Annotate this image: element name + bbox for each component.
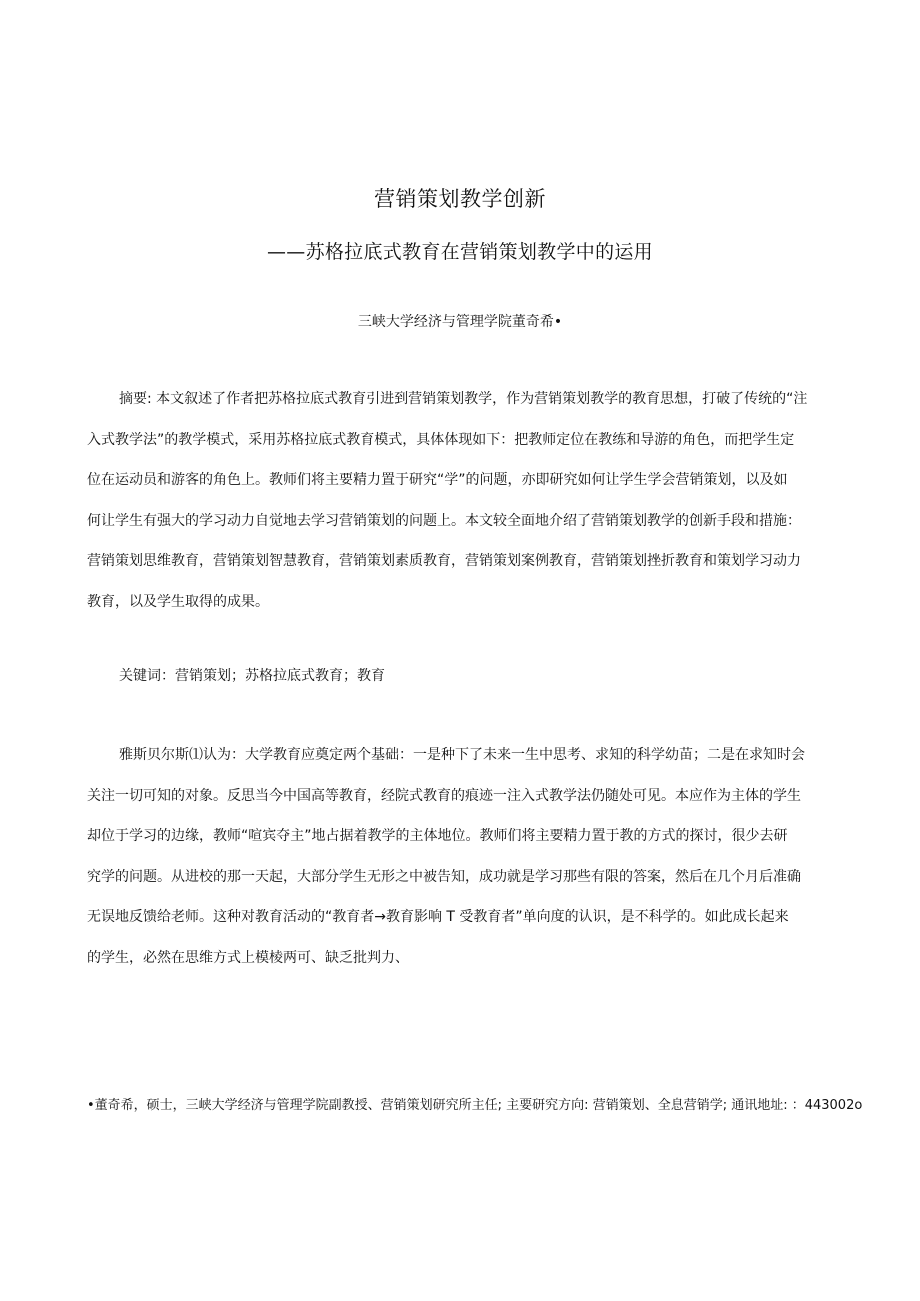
paper-title: 营销策划教学创新 <box>374 187 546 211</box>
abstract-line: 摘要: 本文叙述了作者把苏格拉底式教育引进到营销策划教学，作为营销策划教学的教育思想，打破了传统的“注 <box>119 391 808 407</box>
abstract-line: 营销策划思维教育，营销策划智慧教育，营销策划素质教育，营销策划案例教育，营销策划挫折教育和策划学习动力 <box>87 553 801 570</box>
abstract-line: 教育，以及学生取得的成果。 <box>87 593 269 610</box>
keywords: 关键词：营销策划；苏格拉底式教育；教育 <box>119 668 385 684</box>
author-affiliation: 三峡大学经济与管理学院董奇希• <box>357 314 563 330</box>
abstract-line: 位在运动员和游客的角色上。教师们将主要精力置于研究“学”的问题，亦即研究如何让学生学会营销策划，以及如 <box>87 472 788 489</box>
body-line: 雅斯贝尔斯⑴认为：大学教育应奠定两个基础：一是种下了未来一生中思考、求知的科学幼苗；二是在求知时会 <box>119 747 805 763</box>
body-line: 的学生，必然在思维方式上模棱两可、缺乏批判力、 <box>87 949 409 966</box>
body-line: 究学的问题。从进校的那一天起，大部分学生无形之中被告知，成功就是学习那些有限的答案，然后在几个月后准确 <box>87 868 801 885</box>
body-line: 关注一切可知的对象。反思当今中国高等教育，经院式教育的痕迹一注入式教学法仍随处可见。本应作为主体的学生 <box>87 787 801 804</box>
body-line: 却位于学习的边缘，教师“喧宾夺主”地占据着教学的主体地位。教师们将主要精力置于教的方式的探讨，很少去研 <box>87 828 788 844</box>
paper-subtitle: ——苏格拉底式教育在营销策划教学中的运用 <box>266 241 653 263</box>
author-footnote: •董奇希，硕士，三峡大学经济与管理学院副教授、营销策划研究所主任; 主要研究方向: 营销策划、全息营销学; 通讯地址: ：443002o <box>87 1098 863 1113</box>
abstract-line: 何让学生有强大的学习动力自觉地去学习营销策划的问题上。本文较全面地介绍了营销策划教学的创新手段和措施： <box>87 512 801 529</box>
abstract-paragraph <box>87 379 837 623</box>
body-line: 无误地反馈给老师。这种对教育活动的“教育者→教育影响 T 受教育者”单向度的认识，是不科学的。如此成长起来 <box>87 909 789 925</box>
abstract-line: 入式教学法”的教学模式，采用苏格拉底式教育模式，具体体现如下：把教师定位在教练和导游的角色，而把学生定 <box>87 431 795 448</box>
body-paragraph <box>87 735 837 978</box>
